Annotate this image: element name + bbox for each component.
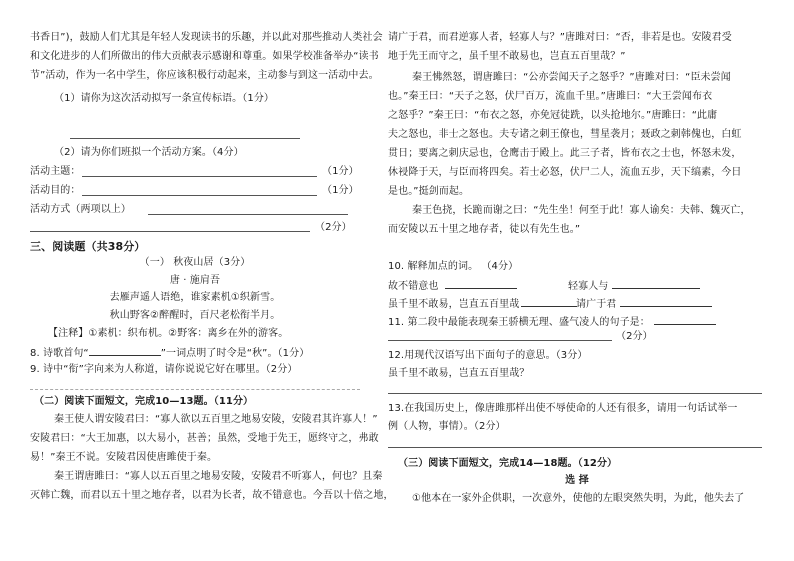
poem-line-1: 去雁声遥人语绝，谁家素机①织新雪。 — [109, 292, 281, 303]
passage-cont-line-10: 秦王色挠，长跪而谢之曰：“先生坐！何至于此！寡人谕矣：夫韩、魏灭亡， — [412, 205, 751, 216]
q10-b-blank[interactable] — [612, 278, 700, 289]
question-13-line-2: 例（人物，事情）。（2分） — [388, 421, 506, 432]
passage-cont-line-3: 秦王怫然怒，谓唐雎曰：“公亦尝闻天子之怒乎？”唐雎对曰：“臣未尝闻 — [412, 72, 731, 83]
poem-author: 唐 · 施肩吾 — [169, 275, 221, 286]
q10-d-blank[interactable] — [620, 296, 712, 307]
q12-answer-line[interactable] — [388, 393, 762, 394]
passage-cont-line-7: 贯日；要离之刺庆忌也，仓鹰击于殿上。此三子者，皆布衣之士也，怀怒未发， — [388, 148, 742, 159]
passage-cont-line-1: 请广于君，而君逆寡人者，轻寡人与？”唐雎对曰：“否，非若是也。安陵君受 — [388, 32, 732, 43]
section-3-heading: 三、阅读题（共38分） — [30, 240, 146, 253]
question-2: （2）请为你们班拟一个活动方案。（4分） — [54, 147, 244, 158]
goal-score: （1分） — [322, 185, 359, 196]
q10-item-d: 请广于君 — [576, 296, 712, 312]
right-column — [388, 0, 766, 561]
passage-line-2: 安陵君曰：“大王加惠，以大易小，甚善；虽然，受地于先王，愿终守之，弗敢 — [30, 433, 379, 444]
theme-label: 活动主题： — [30, 166, 81, 177]
intro-line-1: 书香日”)，鼓励人们尤其是年轻人发现读书的乐趣，并以此对那些推动人类社会 — [30, 32, 383, 43]
q11-score: （2分） — [616, 331, 653, 342]
method-answer-line-2[interactable] — [30, 231, 310, 232]
question-10: 10. 解释加点的词。 （4分） — [388, 261, 519, 272]
article-title: 选 择 — [565, 475, 589, 486]
answer-line-q1[interactable] — [70, 138, 300, 139]
passage-cont-line-11: 而安陵以五十里之地存者，徒以有先生也。” — [388, 224, 581, 235]
poem-line-2: 秋山野客②醉醒时，百尺老松衔半月。 — [109, 310, 281, 321]
poem-note: 【注释】①素机：织布机。②野客：离乡在外的游客。 — [48, 328, 289, 339]
passage-line-3: 易！”秦王不说。安陵君因使唐雎使于秦。 — [30, 452, 218, 463]
poem-title: （一） 秋夜山居（3分） — [139, 257, 251, 268]
q12-sentence: 虽千里不敢易，岂直五百里哉？ — [388, 368, 530, 379]
q10-a-blank[interactable] — [445, 278, 517, 289]
question-12: 12.用现代汉语写出下面句子的意思。（3分） — [388, 350, 588, 361]
section-divider — [30, 389, 360, 390]
question-13-line-1: 13.在我国历史上，像唐雎那样出使不辱使命的人还有很多，请用一句话试举一 — [388, 403, 738, 414]
q11-answer-line[interactable] — [388, 340, 612, 341]
question-1: （1）请你为这次活动拟写一条宣传标语。（1分） — [54, 93, 275, 104]
method-label: 活动方式（两项以上） — [30, 204, 131, 215]
q8-blank[interactable] — [89, 345, 161, 356]
passage-line-4: 秦王谓唐雎曰：“寡人以五百里之地易安陵，安陵君不听寡人，何也？且秦 — [54, 471, 383, 482]
theme-score: （1分） — [322, 166, 359, 177]
q10-item-b: 轻寡人与 — [568, 278, 700, 294]
passage-cont-line-5: 之怒乎？”秦王曰：“布衣之怒，亦免冠徒跣，以头抢地尔。”唐雎曰：“此庸 — [388, 110, 718, 121]
passage-cont-line-9: 是也。”挺剑而起。 — [388, 186, 470, 197]
passage-cont-line-4: 也。”秦王曰：“天子之怒，伏尸百万，流血千里。”唐雎曰：“大王尝闻布衣 — [388, 91, 713, 102]
goal-label: 活动目的： — [30, 185, 81, 196]
section-3-sub-heading: （三）阅读下面短文，完成14—18题。（12分） — [398, 458, 618, 469]
passage-cont-line-8: 休祲降于天，与臣而将四矣。若士必怒，伏尸二人，流血五步，天下缟素，今日 — [388, 167, 742, 178]
left-column — [30, 0, 394, 561]
passage-line-5: 灭韩亡魏，而君以五十里之地存者，以君为长者，故不错意也。今吾以十倍之地， — [30, 490, 394, 501]
question-9: 9. 诗中“衔”字向来为人称道，请你说说它好在哪里。（2分） — [30, 364, 298, 375]
q11-blank[interactable] — [654, 314, 716, 325]
passage-cont-line-6: 夫之怒也，非士之怒也。夫专诸之刺王僚也，彗星袭月；聂政之刺韩傀也，白虹 — [388, 129, 742, 140]
passage-line-1: 秦王使人谓安陵君曰：“寡人欲以五百里之地易安陵，安陵君其许寡人！” — [54, 414, 378, 425]
method-answer-line[interactable] — [148, 214, 348, 215]
intro-line-3: 节”活动，作为一名中学生，你应该积极行动起来，主动参与到这一活动中去。 — [30, 70, 379, 81]
q10-item-a: 故不错意也 — [388, 278, 517, 294]
article-first-line: ①他本在一家外企供职，一次意外，使他的左眼突然失明，为此，他失去了 — [412, 493, 745, 504]
method-score: （2分） — [315, 222, 352, 233]
question-11: 11. 第二段中最能表现秦王骄横无理、盛气凌人的句子是： — [388, 314, 716, 330]
theme-answer-line[interactable] — [82, 176, 317, 177]
q13-answer-line[interactable] — [388, 447, 762, 448]
q10-c-blank[interactable] — [521, 296, 577, 307]
intro-line-2: 和文化进步的人们所做出的伟大贡献表示感谢和尊重。如果学校准备举办“读书 — [30, 51, 379, 62]
question-8: 8. 诗歌首句“ ”一词点明了时令是“秋”。（1分） — [30, 345, 309, 361]
q10-item-c: 虽千里不敢易，岂直五百里哉 — [388, 296, 577, 312]
goal-answer-line[interactable] — [82, 195, 317, 196]
section-2-heading: （二）阅读下面短文，完成10—13题。（11分） — [34, 396, 254, 407]
passage-cont-line-2: 地于先王而守之，虽千里不敢易也，岂直五百里哉？” — [388, 51, 626, 62]
